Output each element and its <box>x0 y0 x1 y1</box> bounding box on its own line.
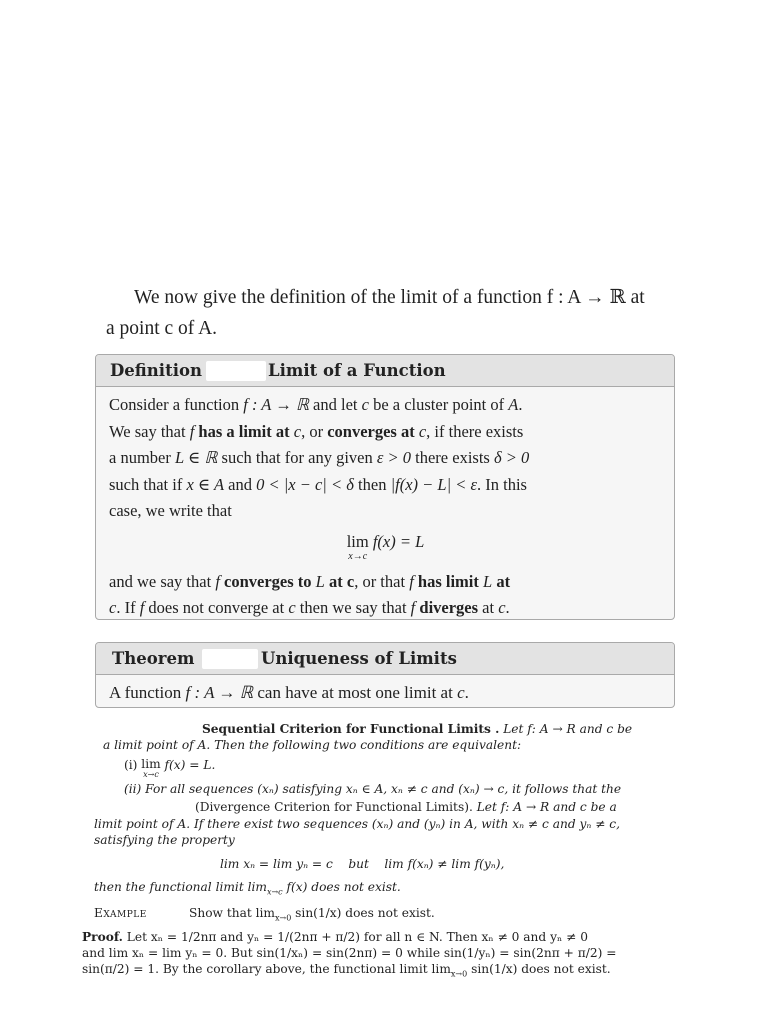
definition-body: Consider a function f : A → ℝ and let c be a cluster point of A. We say that f has a limit at c, or converges at c, if there exists a number L ∈ ℝ such that for any given ε > 0 there exists δ > 0 such that if x ∈ A and 0 < |x − c| < δ then |f(x) − L| < ε. In this case, we write that lim x→c f(x) = L and we say that f converges to L at c, or that f has limit L at c. If f does not converge at c then we say that f diverges at c. <box>96 387 674 620</box>
theorem-body: A function f : A → ℝ can have at most one limit at c. <box>109 683 469 702</box>
theorem-title: Uniqueness of Limits <box>261 649 457 668</box>
sequential-criterion-line2: a limit point of A. Then the following two conditions are equivalent: <box>103 738 522 752</box>
sequential-criterion-heading: Sequential Criterion for Functional Limits . Let f: A → R and c be <box>202 722 633 736</box>
divergence-line3: satisfying the property <box>94 833 235 847</box>
definition-title: Limit of a Function <box>268 361 446 380</box>
definition-header <box>96 355 674 387</box>
intro-line-2: a point c of A. <box>106 318 218 339</box>
definition-display-equation: lim x→c f(x) = L <box>346 531 425 562</box>
intro-paragraph <box>106 282 686 344</box>
definition-kind: Definition <box>110 361 202 380</box>
divergence-criterion-heading: (Divergence Criterion for Functional Limits). Let f: A → R and c be a <box>195 800 617 814</box>
proof-line-2: and lim xₙ = lim yₙ = 0. But sin(1/xₙ) = sin(2nπ) = 0 while sin(1/yₙ) = sin(2nπ + π/2) = <box>82 946 617 960</box>
theorem-box <box>95 642 675 708</box>
condition-i: (i) lim x→c f(x) = L. <box>124 757 216 779</box>
theorem-header <box>96 643 674 675</box>
theorem-kind: Theorem <box>112 649 195 668</box>
divergence-line2: limit point of A. If there exist two sequences (xₙ) and (yₙ) in A, with xₙ ≠ c and yₙ ≠ c, <box>94 817 620 831</box>
definition-box <box>95 354 675 620</box>
proof-line-1: Proof. Let xₙ = 1/2nπ and yₙ = 1/(2nπ + π/2) for all n ∈ N. Then xₙ ≠ 0 and yₙ ≠ 0 <box>82 930 588 944</box>
definition-number-redaction <box>206 361 266 381</box>
theorem-number-redaction <box>202 649 258 669</box>
example-label: Example <box>94 906 147 920</box>
condition-ii: (ii) For all sequences (xₙ) satisfying xₙ ∈ A, xₙ ≠ c and (xₙ) → c, it follows that the <box>124 782 622 796</box>
example-text: Show that $\lim_{x\to 0} \sin(1/x)$ does not exist. <box>189 906 435 923</box>
divergence-display-equation: lim xₙ = lim yₙ = c but lim f(xₙ) ≠ lim f(yₙ), <box>220 857 505 871</box>
intro-line-1: We now give the definition of the limit of a function f : A → ℝ at <box>134 287 645 308</box>
divergence-conclusion: then the functional limit $\lim_{x\to c} f(x)$ does not exist. <box>94 880 401 897</box>
proof-line-3: sin(π/2) = 1. By the corollary above, the functional limit $\lim_{x\to 0} \sin(1/x)$ does not exist. <box>82 962 611 979</box>
